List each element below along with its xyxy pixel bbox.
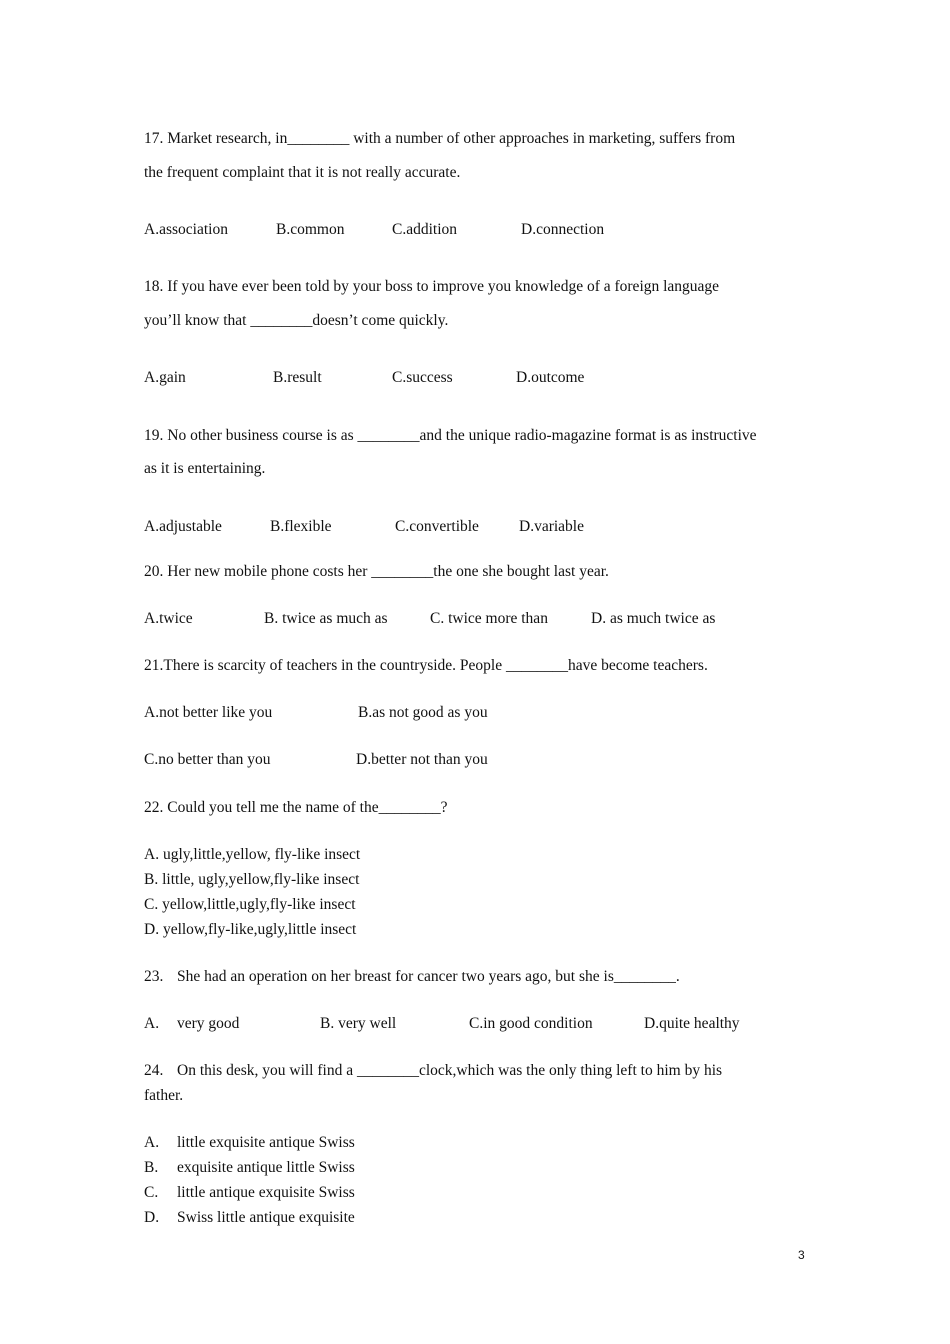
q17-option-b: B.common [276,221,345,238]
q20-option-d: D. as much twice as [591,610,716,627]
q23-option-c: C.in good condition [469,1015,593,1032]
q20-option-b: B. twice as much as [264,610,388,627]
q19-stem-line2: as it is entertaining. [144,460,266,477]
q24-stem-line2: father. [144,1087,184,1104]
q18-option-b: B.result [273,369,322,386]
q24-option-b-text: exquisite antique little Swiss [177,1159,355,1176]
q18-stem-line1: 18. If you have ever been told by your boss to improve you knowledge of a foreign language [144,278,720,295]
q20-option-a: A.twice [144,610,193,627]
q24-option-a-text: little exquisite antique Swiss [177,1134,355,1151]
q24-option-d-text: Swiss little antique exquisite [177,1209,355,1226]
q24-stem-line1: On this desk, you will find a ________clock,which was the only thing left to him by his [177,1062,723,1079]
q23-number: 23. [144,968,164,985]
q23-option-d: D.quite healthy [644,1015,740,1032]
q24-option-b-letter: B. [144,1159,159,1176]
q24-option-c-letter: C. [144,1184,159,1201]
q24-option-d-letter: D. [144,1209,160,1226]
q22-option-a: A. ugly,little,yellow, fly-like insect [144,846,361,863]
q18-option-d: D.outcome [516,369,585,386]
q20-option-c: C. twice more than [430,610,548,627]
q19-stem-line1: 19. No other business course is as ________and the unique radio-magazine format is as instructive [144,427,757,444]
q17-stem-line2: the frequent complaint that it is not really accurate. [144,164,461,181]
q22-option-c: C. yellow,little,ugly,fly-like insect [144,896,356,913]
q24-option-c-text: little antique exquisite Swiss [177,1184,355,1201]
q17-option-c: C.addition [392,221,458,238]
q21-option-d: D.better not than you [356,751,488,768]
page-number: 3 [798,1248,805,1262]
q23-option-a-text: very good [177,1015,240,1032]
q17-stem-line1: 17. Market research, in________ with a number of other approaches in marketing, suffers from [144,130,736,147]
q18-stem-line2: you’ll know that ________doesn’t come quickly. [144,312,449,329]
q18-option-c: C.success [392,369,453,386]
q23-option-b: B. very well [320,1015,397,1032]
q21-option-b: B.as not good as you [358,704,488,721]
q19-option-d: D.variable [519,518,584,535]
q19-option-a: A.adjustable [144,518,222,535]
q19-option-b: B.flexible [270,518,332,535]
q19-option-c: C.convertible [395,518,479,535]
q21-stem: 21.There is scarcity of teachers in the countryside. People ________have become teachers. [144,657,708,674]
q22-stem: 22. Could you tell me the name of the________? [144,799,448,816]
q22-option-b: B. little, ugly,yellow,fly-like insect [144,871,360,888]
q21-option-c: C.no better than you [144,751,271,768]
q23-stem: She had an operation on her breast for cancer two years ago, but she is________. [177,968,680,985]
q17-option-d: D.connection [521,221,605,238]
q24-number: 24. [144,1062,164,1079]
q21-option-a: A.not better like you [144,704,273,721]
q18-option-a: A.gain [144,369,186,386]
q22-option-d: D. yellow,fly-like,ugly,little insect [144,921,357,938]
q20-stem: 20. Her new mobile phone costs her ________the one she bought last year. [144,563,609,580]
q24-option-a-letter: A. [144,1134,160,1151]
q23-option-a-letter: A. [144,1015,160,1032]
q17-option-a: A.association [144,221,228,238]
